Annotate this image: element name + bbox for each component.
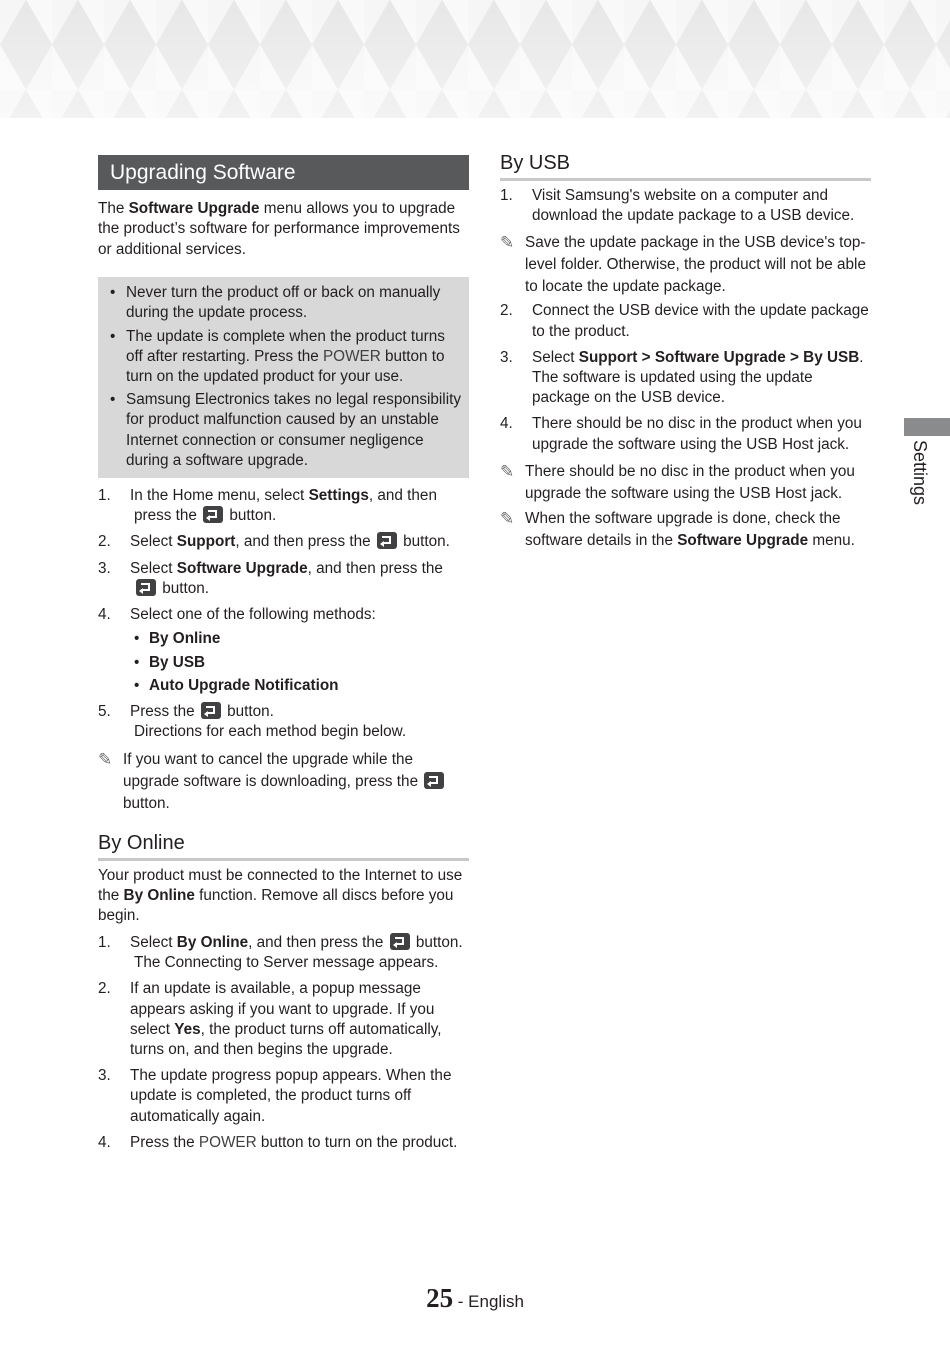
usb-step-2: 2. Connect the USB device with the update package to the product. — [500, 302, 869, 340]
warning-item: • Samsung Electronics takes no legal responsibility for product malfunction caused by an unstable Internet connection or consumer negligence during a software upgrade. — [110, 391, 462, 469]
enter-button-icon — [136, 579, 156, 596]
online-step-2: 2. If an update is available, a popup message appears asking if you want to upgrade. If you select Yes, the product turns off automatically, turns on, and then begins the upgrade. — [98, 980, 442, 1058]
step-2: 2. Select Support, and then press the button. — [98, 533, 450, 551]
side-tab-marker — [904, 418, 950, 436]
enter-button-icon — [201, 702, 221, 719]
page-footer — [0, 1283, 950, 1314]
method-item: • By USB — [134, 653, 206, 671]
enter-button-icon — [203, 506, 223, 523]
enter-button-icon — [390, 933, 410, 950]
usb-disc-note: ✎ There should be no disc in the product when you upgrade the software using the USB Host jack. — [500, 461, 871, 505]
step-4: 4. Select one of the following methods: — [98, 606, 376, 624]
enter-button-icon — [377, 532, 397, 549]
warning-item: • The update is complete when the product turns off after restarting. Press the POWER button to turn on the updated product for your use. — [110, 327, 445, 386]
online-step-4: 4. Press the POWER button to turn on the product. — [98, 1133, 458, 1151]
left-column — [98, 155, 469, 1159]
step-5: 5. Press the button. Directions for each method begin below. — [98, 703, 407, 741]
step-1: 1. In the Home menu, select Settings, and then press the button. — [98, 487, 437, 525]
pencil-note-icon: ✎ — [98, 749, 113, 769]
usb-save-note: ✎ Save the update package in the USB device's top-level folder. Otherwise, the product will not be able to locate the update package. — [500, 232, 871, 298]
right-column — [500, 152, 871, 555]
by-online-intro: Your product must be connected to the Internet to use the By Online function. Remove all discs before you begin. — [98, 866, 463, 925]
usb-done-note: ✎ When the software upgrade is done, check the software details in the Software Upgrade menu. — [500, 508, 871, 552]
warning-item: • Never turn the product off or back on manually during the update process. — [110, 284, 441, 322]
pencil-note-icon: ✎ — [500, 508, 515, 528]
warning-box — [98, 277, 469, 478]
page-number: 25 — [426, 1283, 454, 1313]
usb-step-3: 3. Select Support > Software Upgrade > By USB. The software is updated using the update package on the USB device. — [500, 348, 864, 407]
by-online-heading: By Online — [98, 832, 469, 861]
cancel-note: ✎ If you want to cancel the upgrade while the upgrade software is downloading, press the button. — [98, 749, 469, 815]
header-banner — [0, 0, 950, 118]
step-3: 3. Select Software Upgrade, and then press the button. — [98, 559, 443, 597]
usb-step-1: 1. Visit Samsung's website on a computer and download the update package to a USB device. — [500, 187, 855, 225]
pencil-note-icon: ✎ — [500, 233, 515, 253]
page-language: - English — [453, 1292, 524, 1311]
methods-list — [134, 629, 469, 696]
by-usb-heading: By USB — [500, 152, 871, 181]
method-item: • By Online — [134, 630, 221, 648]
side-tab-label: Settings — [910, 440, 930, 506]
online-step-1: 1. Select By Online, and then press the button. The Connecting to Server message appears. — [98, 933, 463, 972]
section-title: Upgrading Software — [98, 155, 469, 190]
method-item: • Auto Upgrade Notification — [134, 677, 339, 695]
online-step-3: 3. The update progress popup appears. When the update is completed, the product turns off automatically again. — [98, 1067, 452, 1125]
usb-step-4: 4. There should be no disc in the product when you upgrade the software using the USB Host jack. — [500, 415, 862, 453]
enter-button-icon — [424, 772, 444, 789]
intro-paragraph: The Software Upgrade menu allows you to upgrade the product’s software for performance improvements or additional services. — [98, 200, 460, 258]
pencil-note-icon: ✎ — [500, 461, 515, 481]
